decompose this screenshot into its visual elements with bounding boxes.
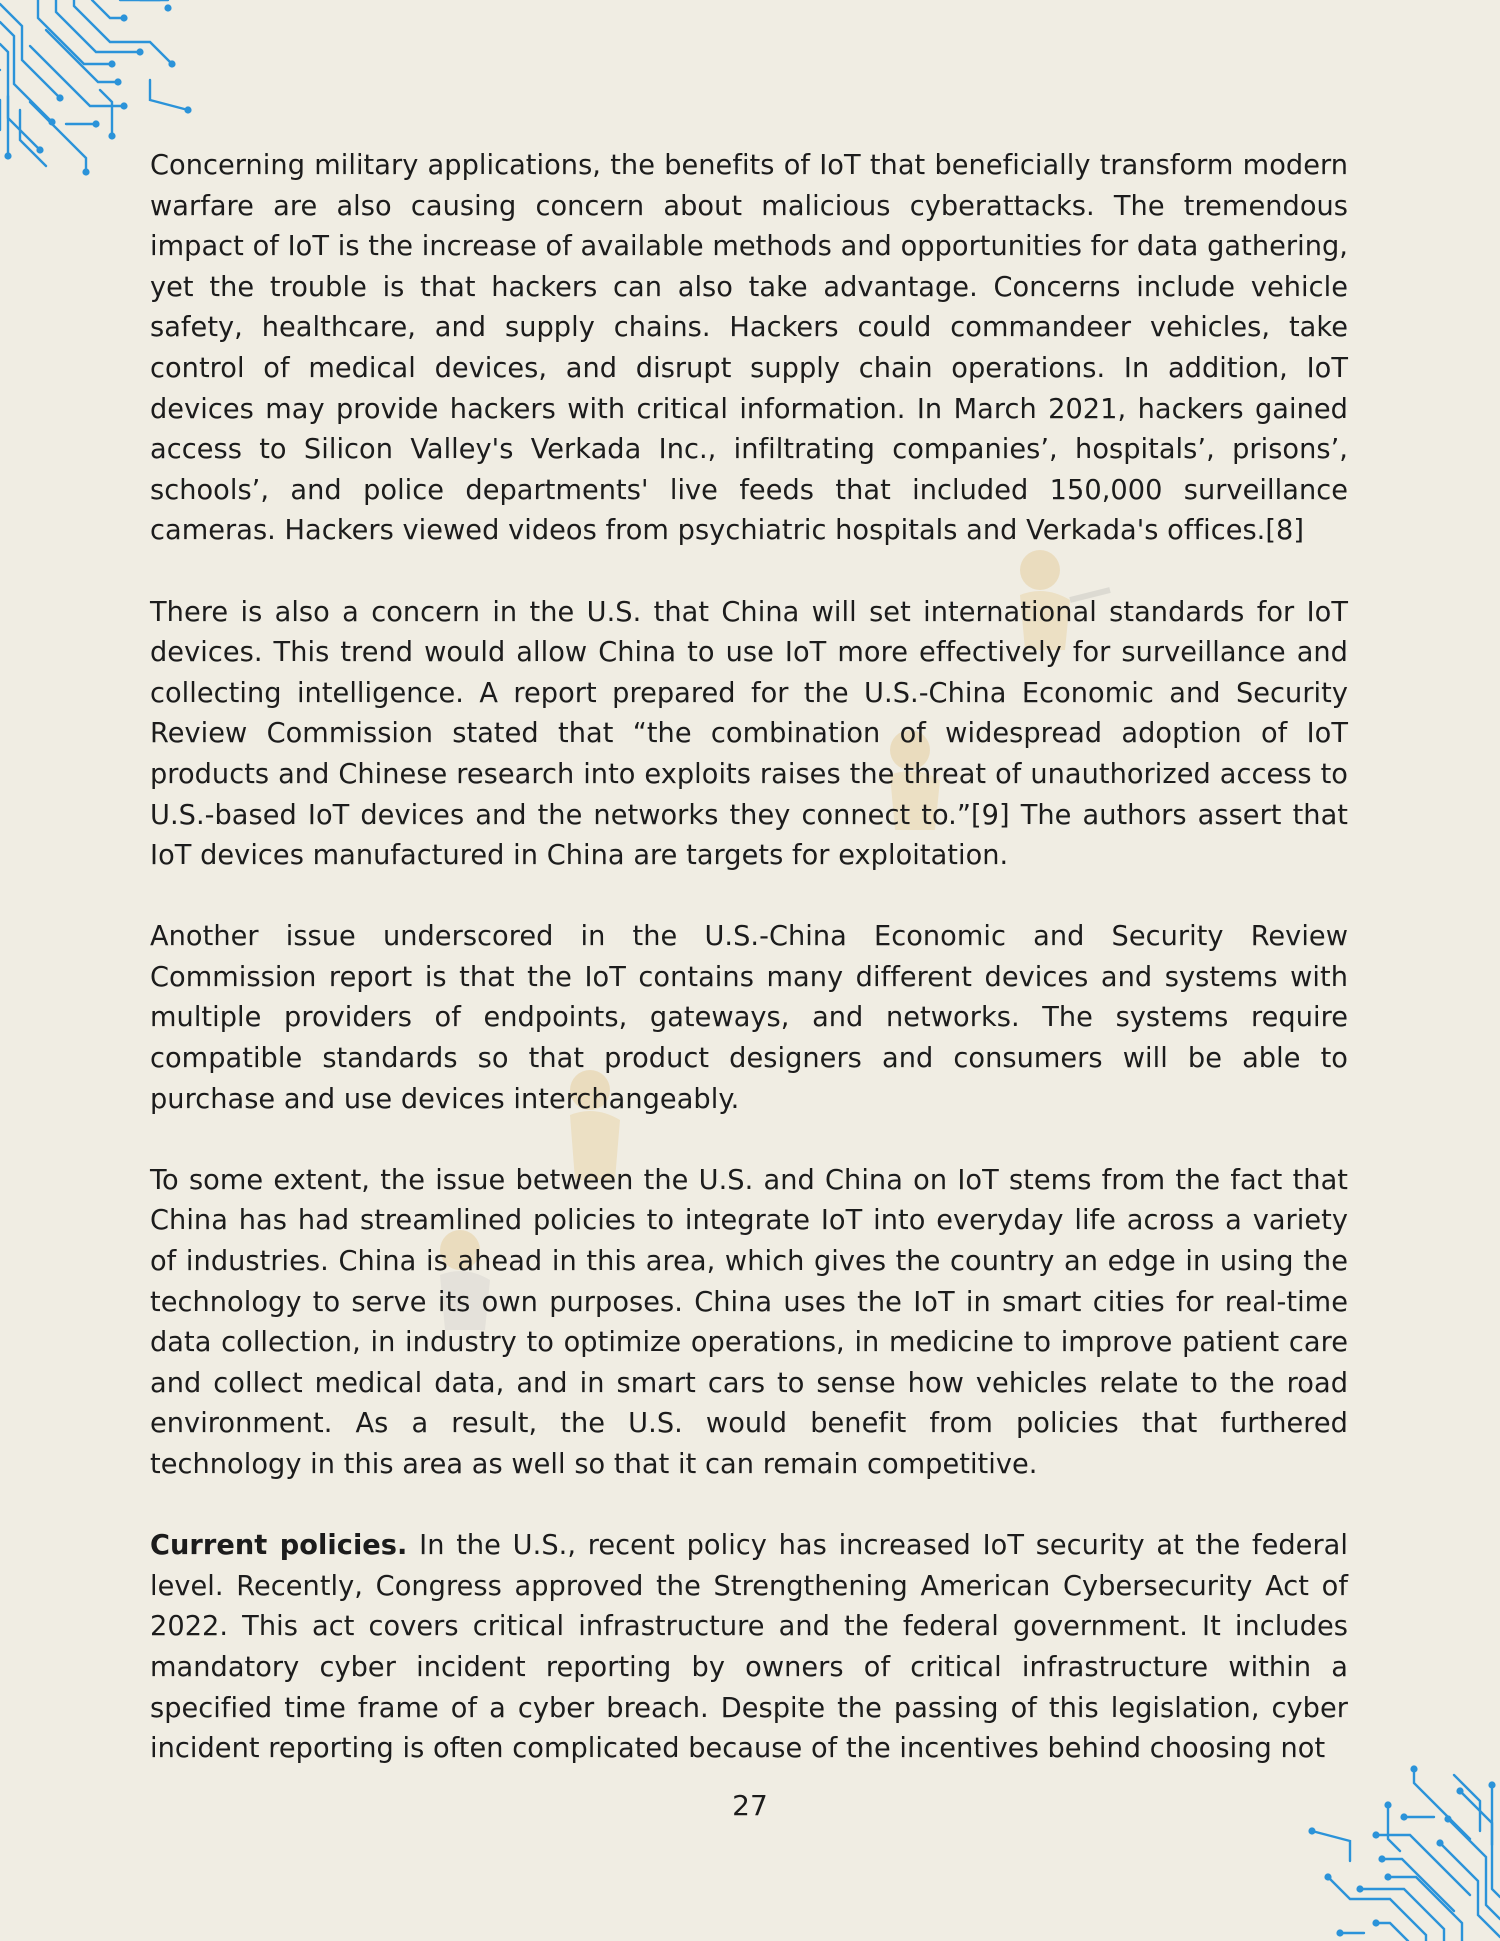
paragraph-text: There is also a concern in the U.S. that China will set international standards for IoT devices. This trend would allow China to use IoT more effectively for surveillance and collecting intelligence. A report prepared for the U.S.-China Economic and Security Review Commission stated that “the combination of widespread adoption of IoT products and Chinese research into exploits raises the threat of unauthorized access to U.S.-based IoT devices and the networks they connect to.”[9] The authors assert that IoT devices manufactured in China are targets for exploitation. xyxy=(150,596,1348,872)
paragraph-text: To some extent, the issue between the U.S. and China on IoT stems from the fact that China has had streamlined policies to integrate IoT into everyday life across a variety of industries. China is ahead in this area, which gives the country an edge in using the technology to serve its own purposes. China uses the IoT in smart cities for real-time data collection, in industry to optimize operations, in medicine to improve patient care and collect medical data, and in smart cars to sense how vehicles relate to the road environment. As a result, the U.S. would benefit from policies that furthered technology in this area as well so that it can remain competitive. xyxy=(150,1164,1348,1480)
paragraph xyxy=(150,146,1348,552)
paragraph xyxy=(150,593,1348,877)
paragraph xyxy=(150,1526,1348,1770)
paragraph xyxy=(150,917,1348,1120)
circuit-decoration-bottom-right xyxy=(1300,1741,1500,1941)
paragraph-text: In the U.S., recent policy has increased IoT security at the federal level. Recently, Congress approved the Strengthening American Cybersecurity Act of 2022. This act covers critical infrastructure and the federal government. It includes mandatory cyber incident reporting by owners of critical infrastructure within a specified time frame of a cyber breach. Despite the passing of this legislation, cyber incident reporting is often complicated because of the incentives behind choosing not xyxy=(150,1530,1348,1765)
page-number: 27 xyxy=(732,1789,768,1822)
paragraph xyxy=(150,1161,1348,1486)
paragraph-lead: Current policies. xyxy=(150,1530,408,1562)
paragraph-text: Another issue underscored in the U.S.-China Economic and Security Review Commission report is that the IoT contains many different devices and systems with multiple providers of endpoints, gateways, and networks. The systems require compatible standards so that product designers and consumers will be able to purchase and use devices interchangeably. xyxy=(150,921,1348,1115)
paragraph-text: Concerning military applications, the benefits of IoT that beneficially transform modern warfare are also causing concern about malicious cyberattacks. The tremendous impact of IoT is the increase of available methods and opportunities for data gathering, yet the trouble is that hackers can also take advantage. Concerns include vehicle safety, healthcare, and supply chains. Hackers could commandeer vehicles, take control of medical devices, and disrupt supply chain operations. In addition, IoT devices may provide hackers with critical information. In March 2021, hackers gained access to Silicon Valley's Verkada Inc., infiltrating companies’, hospitals’, prisons’, schools’, and police departments' live feeds that included 150,000 surveillance cameras. Hackers viewed videos from psychiatric hospitals and Verkada's offices.[8] xyxy=(150,150,1348,547)
document-body xyxy=(150,146,1348,1770)
